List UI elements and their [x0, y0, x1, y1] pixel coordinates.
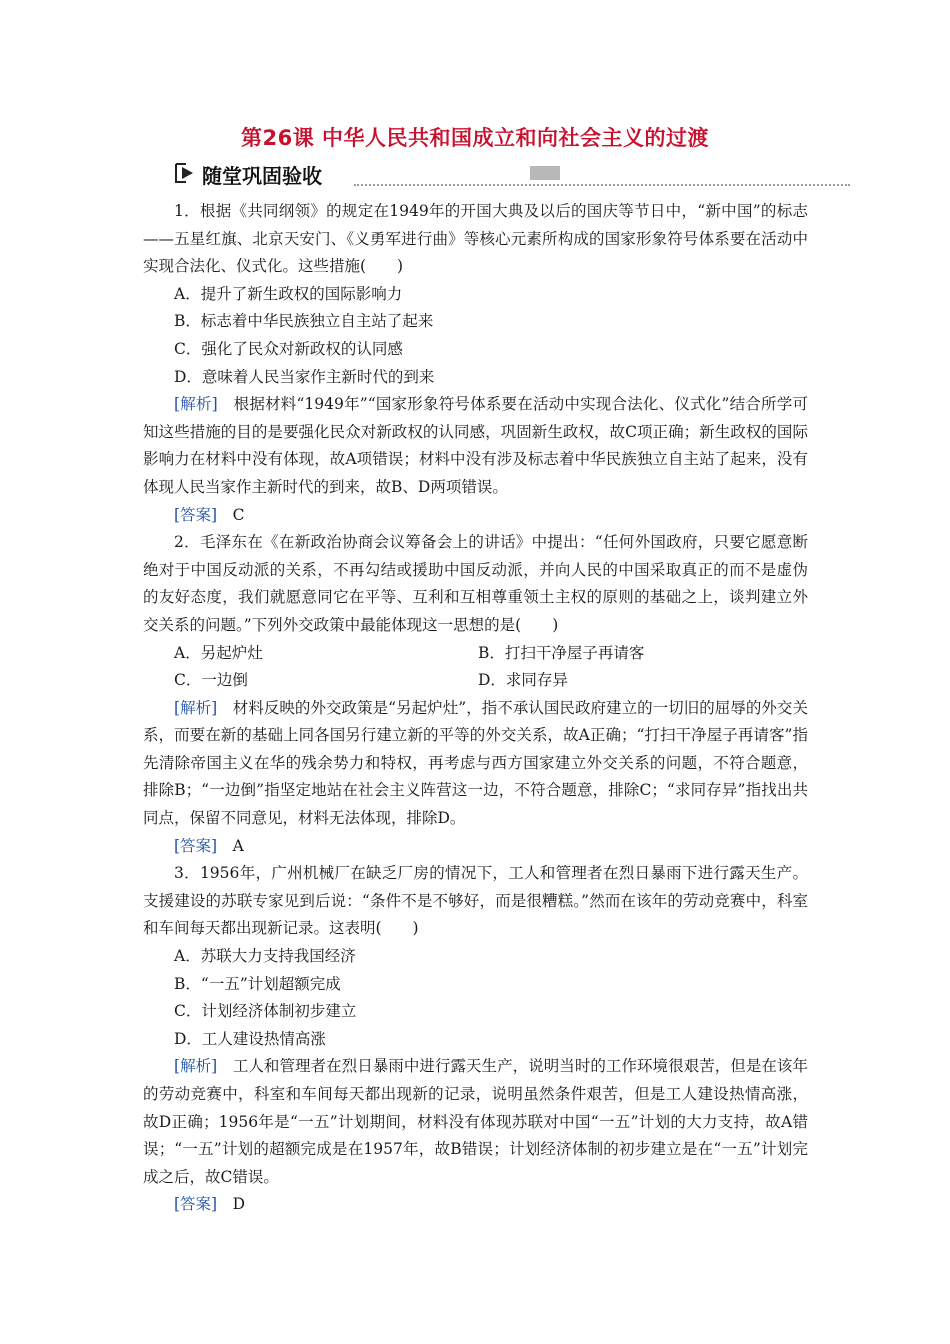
question-3-answer — [143, 1191, 808, 1219]
section-heading-bar — [530, 166, 560, 180]
section-heading: 随堂巩固验收 — [202, 164, 322, 188]
question-3-option-a: A．苏联大力支持我国经济 — [174, 947, 356, 966]
question-2-options-row-1 — [143, 640, 808, 668]
section-divider — [354, 184, 850, 186]
question-1-stem: 1．根据《共同纲领》的规定在1949年的开国大典及以后的国庆等节日中，“新中国”的标志——五星红旗、北京天安门、《义勇军进行曲》等核心元素所构成的国家形象符号体系要在活动中实现合法化、仪式化。这些措施( ) — [143, 202, 808, 276]
question-2-option-c: C．一边倒 — [174, 671, 248, 690]
question-3-option-c: C．计划经济体制初步建立 — [174, 1002, 357, 1021]
question-1-answer — [143, 502, 808, 530]
page-title: 第26课 中华人民共和国成立和向社会主义的过渡 — [240, 126, 710, 150]
question-3-answer-value: D — [232, 1195, 246, 1214]
question-3-analysis — [143, 1053, 808, 1191]
question-1-option-c: C．强化了民众对新政权的认同感 — [174, 339, 403, 358]
question-2-option-d: D．求同存异 — [478, 671, 568, 690]
question-1-analysis-text: 根据材料“1949年”“国家形象符号体系要在活动中实现合法化、仪式化”结合所学可知这些措施的目的是要强化民众对新政权的认同感，巩固新生政权，故C项正确；新生政权的国际影响力在材料中没有体现，故A项错误；材料中没有涉及标志着中华民族独立自主站了起来，没有体现人民当家作主新时代的到来，故B、D两项错误。 — [143, 395, 808, 496]
question-2-option-a: A．另起炉灶 — [174, 643, 263, 662]
question-1-option-b: B．标志着中华民族独立自主站了起来 — [174, 312, 434, 331]
question-2-stem: 2．毛泽东在《在新政治协商会议筹备会上的讲话》中提出：“任何外国政府，只要它愿意断绝对于中国反动派的关系，不再勾结或援助中国反动派，并向人民的中国采取真正的而不是虚伪的友好态度，我们就愿意同它在平等、互利和互相尊重领土主权的原则的基础之上，谈判建立外交关系的问题。”下列外交政策中最能体现这一思想的是( ) — [143, 533, 808, 634]
question-3-stem: 3．1956年，广州机械厂在缺乏厂房的情况下，工人和管理者在烈日暴雨下进行露天生产。支援建设的苏联专家见到后说：“条件不是不够好，而是很糟糕。”然而在该年的劳动竞赛中，科室和车间每天都出现新记录。这表明( ) — [143, 864, 808, 938]
question-2-analysis-text: 材料反映的外交政策是“另起炉灶”，指不承认国民政府建立的一切旧的屈辱的外交关系，而要在新的基础上同各国另行建立新的平等的外交关系，故A正确；“打扫干净屋子再请客”指先清除帝国主义在华的残余势力和特权，再考虑与西方国家建立外交关系的问题，不符合题意，排除B；“一边倒”指坚定地站在社会主义阵营这一边，不符合题意，排除C；“求同存异”指找出共同点，保留不同意见，材料无法体现，排除D。 — [143, 698, 808, 828]
question-1-option-a: A．提升了新生政权的国际影响力 — [174, 284, 403, 303]
answer-tag: [答案] — [174, 836, 218, 855]
question-2-answer-value: A — [232, 836, 244, 855]
question-2-analysis — [143, 695, 808, 833]
analysis-tag: [解析] — [174, 395, 218, 414]
question-2-option-b: B．打扫干净屋子再请客 — [478, 643, 645, 662]
question-3-analysis-text: 工人和管理者在烈日暴雨中进行露天生产，说明当时的工作环境很艰苦，但是在该年的劳动竞赛中，科室和车间每天都出现新的记录，说明虽然条件艰苦，但是工人建设热情高涨，故D正确；1956年是“一五”计划期间，材料没有体现苏联对中国“一五”计划的大力支持，故A错误；“一五”计划的超额完成是在1957年，故B错误；计划经济体制的初步建立是在“一五”计划完成之后，故C错误。 — [143, 1057, 808, 1186]
analysis-tag: [解析] — [174, 698, 218, 717]
question-1-answer-value: C — [232, 505, 245, 524]
question-1-option-d: D．意味着人民当家作主新时代的到来 — [174, 367, 435, 386]
answer-tag: [答案] — [174, 505, 218, 524]
question-2-options-row-2 — [143, 667, 808, 695]
analysis-tag: [解析] — [174, 1057, 218, 1076]
question-3-option-b: B．“一五”计划超额完成 — [174, 974, 341, 993]
question-2-answer — [143, 833, 808, 861]
question-1-analysis — [143, 391, 808, 501]
arrow-box-icon — [174, 162, 196, 184]
section-header — [174, 160, 850, 188]
answer-tag: [答案] — [174, 1195, 218, 1214]
question-3-option-d: D．工人建设热情高涨 — [174, 1029, 326, 1048]
question-list — [143, 198, 808, 1219]
